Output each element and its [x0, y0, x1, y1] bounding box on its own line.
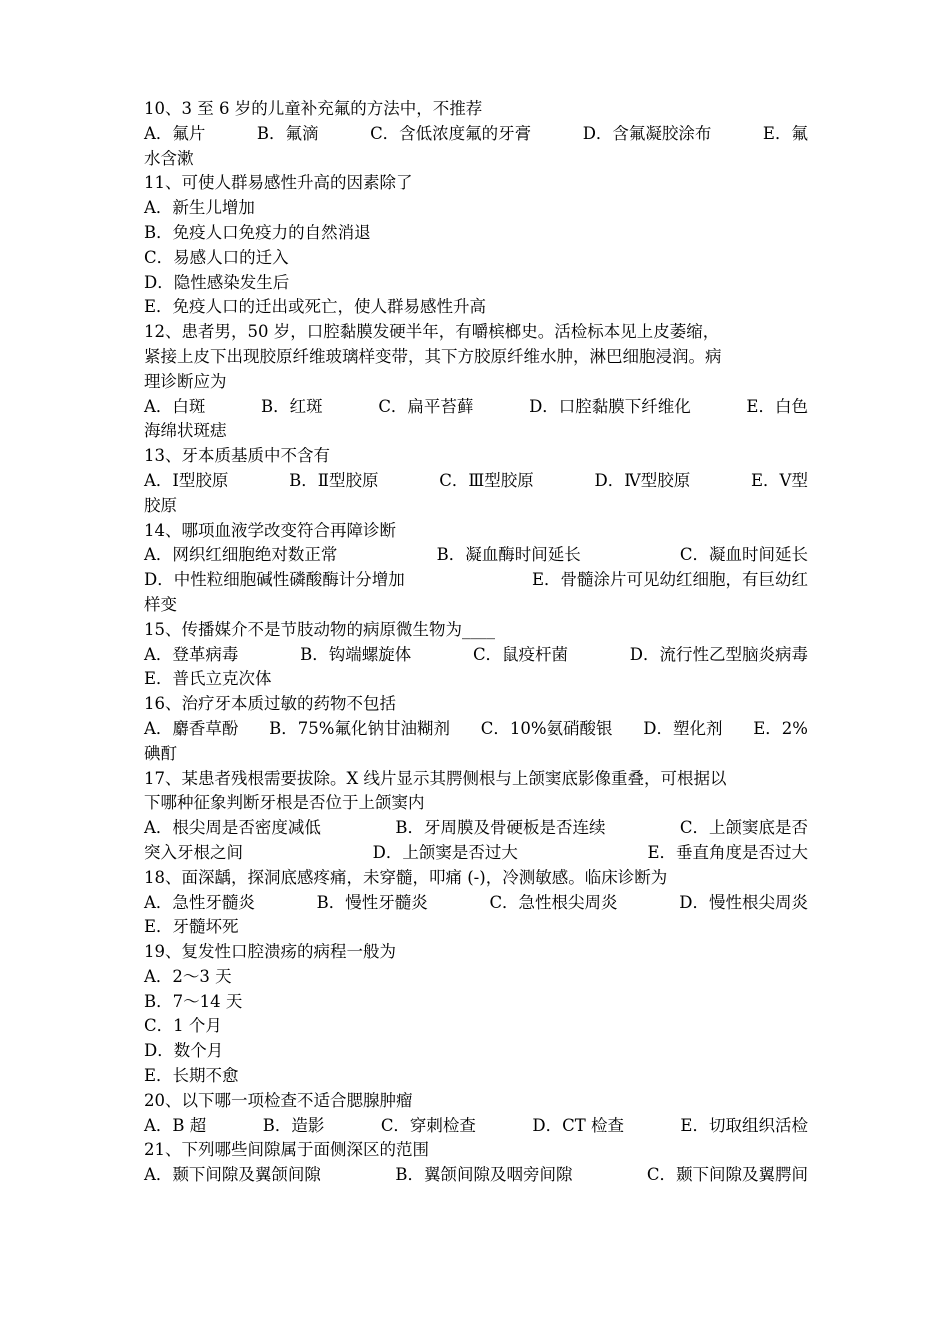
answer-option: E．普氏立克次体 — [144, 669, 272, 689]
answer-option: E．长期不愈 — [144, 1066, 239, 1086]
question-title-line: 紧接上皮下出现胶原纤维玻璃样变带，其下方胶原纤维水肿，淋巴细胞浸润。病 — [144, 346, 722, 366]
option-line — [144, 990, 808, 1015]
answer-option: E．Ⅴ型 — [750, 470, 808, 490]
answer-option: C．颞下间隙及翼腭间 — [646, 1165, 808, 1185]
answer-option: A．登革病毒 — [144, 644, 239, 664]
question-title: 15、传播媒介不是节肢动物的病原微生物为____ — [144, 619, 495, 639]
answer-option: E．免疫人口的迁出或死亡，使人群易感性升高 — [144, 297, 487, 317]
option-line — [144, 891, 808, 916]
question-block — [144, 320, 808, 444]
question-title-line: 17、某患者残根需要拔除。X 线片显示其腭侧根与上颌窦底影像重叠，可根据以 — [144, 768, 727, 788]
option-line — [144, 295, 808, 320]
answer-option: B．氟滴 — [256, 123, 319, 143]
option-line — [144, 915, 808, 940]
question-title: 21、下列哪些间隙属于面侧深区的范围 — [144, 1140, 429, 1160]
answer-option: B．慢性牙髓炎 — [316, 892, 428, 912]
option-line — [144, 965, 808, 990]
answer-option: 胶原 — [144, 495, 177, 515]
answer-option: C．急性根尖周炎 — [489, 892, 618, 912]
question-block — [144, 1089, 808, 1139]
answer-option: 样变 — [144, 594, 177, 614]
answer-option: 水含漱 — [144, 148, 194, 168]
option-line — [144, 271, 808, 296]
answer-option: A．麝香草酚 — [144, 718, 239, 738]
question-block — [144, 444, 808, 518]
option-line — [144, 543, 808, 568]
answer-option: 海绵状斑痣 — [144, 421, 227, 441]
option-line — [144, 1064, 808, 1089]
question-block — [144, 171, 808, 320]
answer-option: B．7～14 天 — [144, 991, 243, 1011]
answer-option: 碘酊 — [144, 743, 177, 763]
option-line — [144, 1039, 808, 1064]
answer-option: A．Ⅰ型胶原 — [144, 470, 229, 490]
question-title: 20、以下哪一项检查不适合腮腺肿瘤 — [144, 1090, 413, 1110]
question-block — [144, 519, 808, 618]
answer-option: B．造影 — [262, 1115, 325, 1135]
answer-option: C．扁平苔藓 — [378, 396, 474, 416]
option-line — [144, 568, 808, 593]
question-block — [144, 97, 808, 171]
answer-option: D．塑化剂 — [643, 718, 723, 738]
answer-option: C．鼠疫杆菌 — [472, 644, 569, 664]
option-line — [144, 816, 808, 841]
answer-option: C．上颌窦底是否 — [679, 818, 808, 838]
answer-option: E．白色 — [746, 396, 808, 416]
answer-option: A．网织红细胞绝对数正常 — [144, 545, 338, 565]
answer-option: A．新生儿增加 — [144, 198, 255, 218]
question-block — [144, 767, 808, 866]
answer-option: B．75%氟化钠甘油糊剂 — [269, 718, 450, 738]
question-title: 11、可使人群易感性升高的因素除了 — [144, 173, 413, 193]
answer-option: B．翼颌间隙及咽旁间隙 — [395, 1165, 573, 1185]
option-line — [144, 1114, 808, 1139]
question-title: 14、哪项血液学改变符合再障诊断 — [144, 520, 396, 540]
answer-option: D．含氟凝胶涂布 — [582, 123, 712, 143]
option-line — [144, 841, 808, 866]
question-title: 10、3 至 6 岁的儿童补充氟的方法中，不推荐 — [144, 99, 483, 118]
option-line — [144, 1014, 808, 1039]
option-line — [144, 147, 808, 172]
question-title: 19、复发性口腔溃疡的病程一般为 — [144, 942, 396, 962]
answer-option: D．隐性感染发生后 — [144, 272, 290, 292]
option-line — [144, 196, 808, 221]
question-title: 16、治疗牙本质过敏的药物不包括 — [144, 694, 396, 714]
answer-option: B．钩端螺旋体 — [300, 644, 412, 664]
question-title: 18、面深龋，探洞底感疼痛，未穿髓，叩痛 (-)，冷测敏感。临床诊断为 — [144, 867, 668, 887]
answer-option: D．流行性乙型脑炎病毒 — [629, 644, 808, 664]
answer-option: D．CT 检查 — [532, 1115, 624, 1135]
answer-option: C．10%氨硝酸银 — [480, 718, 613, 738]
answer-option: C．穿刺检查 — [380, 1115, 476, 1135]
answer-option: D．上颌窦是否过大 — [372, 842, 518, 862]
option-line — [144, 469, 808, 494]
answer-option: C．凝血时间延长 — [679, 545, 808, 565]
question-title-line: 下哪种征象判断牙根是否位于上颌窦内 — [144, 793, 425, 813]
question-list — [144, 97, 808, 1188]
answer-option: A．B 超 — [144, 1115, 207, 1135]
option-line — [144, 246, 808, 271]
answer-option: B．Ⅱ型胶原 — [289, 470, 379, 490]
answer-option: B．红斑 — [261, 396, 323, 416]
answer-option: A．白斑 — [144, 396, 206, 416]
answer-option: E．垂直角度是否过大 — [647, 842, 808, 862]
option-line — [144, 667, 808, 692]
question-block — [144, 618, 808, 692]
answer-option: A．根尖周是否密度减低 — [144, 818, 321, 838]
option-line — [144, 395, 808, 420]
question-title: 13、牙本质基质中不含有 — [144, 446, 330, 466]
answer-option: 突入牙根之间 — [144, 842, 243, 862]
answer-option: A．氟片 — [144, 123, 206, 143]
answer-option: C．1 个月 — [144, 1016, 222, 1036]
question-title-line: 理诊断应为 — [144, 371, 227, 391]
answer-option: E．骨髓涂片可见幼红细胞，有巨幼红 — [531, 570, 808, 590]
question-block — [144, 692, 808, 766]
question-block — [144, 866, 808, 940]
answer-option: D．口腔黏膜下纤维化 — [529, 396, 691, 416]
answer-option: E．2% — [753, 718, 808, 738]
option-line — [144, 419, 808, 444]
answer-option: A．2～3 天 — [144, 966, 232, 986]
answer-option: E．牙髓坏死 — [144, 917, 239, 937]
answer-option: D．数个月 — [144, 1041, 224, 1061]
answer-option: A．颞下间隙及翼颌间隙 — [144, 1165, 321, 1185]
option-line — [144, 494, 808, 519]
answer-option: B．免疫人口免疫力的自然消退 — [144, 222, 371, 242]
answer-option: E．氟 — [762, 123, 808, 143]
option-line — [144, 643, 808, 668]
option-line — [144, 717, 808, 742]
answer-option: A．急性牙髓炎 — [144, 892, 255, 912]
option-line — [144, 122, 808, 147]
answer-option: B．牙周膜及骨硬板是否连续 — [395, 818, 606, 838]
option-line — [144, 221, 808, 246]
option-line — [144, 742, 808, 767]
question-title-line: 12、患者男，50 岁，口腔黏膜发硬半年，有嚼槟榔史。活检标本见上皮萎缩， — [144, 322, 720, 342]
answer-option: B．凝血酶时间延长 — [436, 545, 581, 565]
answer-option: C．含低浓度氟的牙膏 — [370, 123, 532, 143]
answer-option: D．慢性根尖周炎 — [679, 892, 808, 912]
answer-option: C．Ⅲ型胶原 — [439, 470, 534, 490]
answer-option: D．中性粒细胞碱性磷酸酶计分增加 — [144, 570, 405, 590]
option-line — [144, 593, 808, 618]
answer-option: D．Ⅳ型胶原 — [594, 470, 691, 490]
answer-option: C．易感人口的迁入 — [144, 247, 289, 267]
question-block — [144, 1138, 808, 1188]
option-line — [144, 1163, 808, 1188]
question-block — [144, 940, 808, 1089]
answer-option: E．切取组织活检 — [680, 1115, 808, 1135]
